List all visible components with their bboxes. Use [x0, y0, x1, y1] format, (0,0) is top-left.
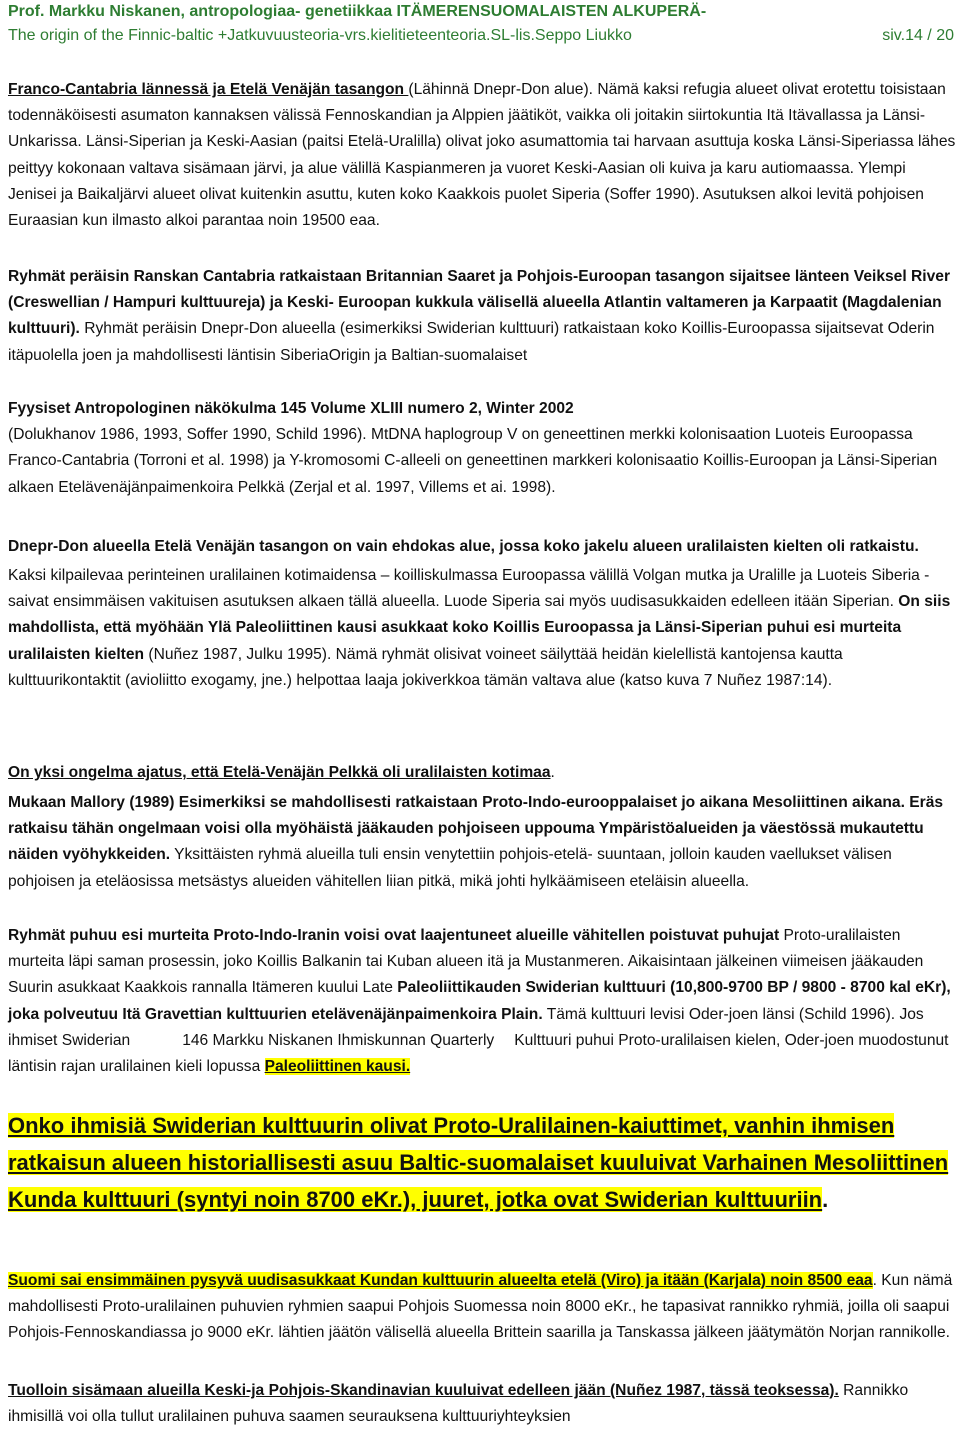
indo-iranian-text: Proto-uralilaisten murteita läpi saman prosessin, joko Koillis Balkanin tai Kuban alueen itä ja Mustanmeren. Aikaisintaan jälkeinen viimeisen jääkauden Suurin asukkaat Kaakkois rannalla Itämeren kuului Late [8, 927, 924, 997]
header-title: Prof. Markku Niskanen, antropologiaa- genetiikkaa ITÄMERENSUOMALAISTEN ALKUPERÄ- [8, 3, 707, 20]
dnepr-don-heading: Dnepr-Don alueella Etelä Venäjän tasangon on vain ehdokas alue, jossa koko jakelu alueen uralilaisten kielten oli ratkaistu. [8, 538, 919, 555]
paragraph-refugia [8, 77, 958, 234]
groups-bold: Ryhmät peräisin Ranskan Cantabria ratkaistaan Britannian Saaret ja Pohjois-Euroopan tasangon sijaitsee länteen Veiksel River (Creswellian / Hampuri kulttuureja) ja Keski- Euroopan kukkula välisellä alueella Atlantin valtameren ja Karpaatit (Magdalenian kulttuuri). [8, 268, 951, 338]
inland-bold: Tuolloin sisämaan alueilla Keski-ja Pohjois-Skandinavian kuuluivat edelleen jään (Nuñez 1987, tässä teoksessa). [8, 1382, 839, 1399]
problem-dot: . [550, 764, 555, 781]
inland-text: Rannikko ihmisillä voi olla tullut uralilainen puhuva saamen seurauksena kulttuuriyhteyksien [8, 1382, 909, 1426]
finland-text: . Kun nämä mahdollisesti Proto-uralilainen puhuvien ryhmien saapui Pohjois Suomessa noin 8000 eKr., he tapasivat rannikko ryhmiä, joilla oli saapui Pohjois-Fennoskandiassa jo 9000 eKr. lähtien jäätön välisellä alueella Brittein saarilla ja Tanskassa jälkeen jäätymätön Norjan rannikolle. [8, 1272, 953, 1342]
paragraph-finland [8, 1268, 958, 1347]
mallory-bold: Mukaan Mallory (1989) Esimerkiksi se mahdollisesti ratkaistaan Proto-Indo-eurooppalaiset jo aikana Mesoliittinen aikana. Eräs ratkaisu tähän ongelmaan voisi olla myöhäistä jääkauden pohjoiseen uppouma Ympäristöalueiden ja väestössä mukautettu näiden vyöhykkeiden. [8, 794, 944, 864]
paragraph-indo-iranian [8, 923, 958, 1080]
dnepr-don-bold: On siis mahdollista, että myöhään Ylä Paleoliittinen kausi asukkaat koko Koillis Euroopassa ja Länsi-Siperian puhui esi murteita uralilaisten kielten [8, 593, 951, 663]
finland-highlight: Suomi sai ensimmäinen pysyvä uudisasukkaat Kundan kulttuurin alueelta etelä (Viro) ja itään (Karjala) noin 8500 eaa [8, 1272, 873, 1289]
mallory-text: Yksittäisten ryhmä alueilla tuli ensin venytettiin pohjois-etelä- suuntaan, jolloin kauden vaellukset välisen pohjoisen ja eteläosissa metsästys alueiden vähitellen liian pitkä, mikä johti hylkäämiseen eteläisin alueella. [8, 846, 892, 890]
paragraph-dnepr-don [8, 531, 958, 694]
groups-text: Ryhmät peräisin Dnepr-Don alueella (esimerkiksi Swiderian kulttuuri) ratkaistaan koko Koillis-Euroopassa sijaitsevat Oderin itäpuolella joen ja mahdollisesti läntisin SiberiaOrigin ja Baltian-suomalaiset [8, 320, 935, 364]
header-subtitle [8, 26, 958, 46]
problem-heading: On yksi ongelma ajatus, että Etelä-Venäjän Pelkkä oli uralilaisten kotimaa [8, 764, 551, 781]
refugia-text: (Lähinnä Dnepr-Don alue). Nämä kaksi refugia alueet olivat erotettu toisistaan todennäköisesti asumaton kannaksen välissä Fennoskandian ja Alppien jäätiköt, vaikka oli joitakin siirtokuntia Itä Itävallassa ja Länsi-Unkarissa. Länsi-Siperian ja Keski-Aasian (paitsi Etelä-Uralilla) olivat joko asumattomia tai harvaan asuttuja koska Länsi-Siperiassa lähes peittyy kokonaan valtava sisämaan järvi, ja alue välillä Kaspianmeren ja vuoret Keski-Aasian oli kuiva ja karu autiomaassa. Ylempi Jenisei ja Baikaljärvi alueet olivat kuitenkin asuttu, kuten koko Kaakkois puolet Siperia (Soffer 1990). Asutuksen alkoi levitä pohjoisen Euraasian kun ilmasto alkoi parantaa noin 19500 eaa. [8, 81, 956, 230]
reference-text: (Dolukhanov 1986, 1993, Soffer 1990, Schild 1996). MtDNA haplogroup V on geneettinen merkki kolonisaation Luoteis Euroopassa Franco-Cantabria (Torroni et al. 1998) ja Y-kromosomi C-alleeli on geneettinen markkeri kolonisaatio Koillis-Euroopan ja Länsi-Siperian alkaen Etelävenäjänpaimenkoira Pelkkä (Zerjal et al. 1997, Villems et ai. 1998). [8, 426, 938, 496]
journal-footer: 146 Markku Niskanen Ihmiskunnan Quarterly [182, 1031, 495, 1049]
paleolithic-highlight: Paleoliittinen kausi. [264, 1058, 411, 1076]
paragraph-inland [8, 1378, 958, 1430]
dnepr-don-text-1: Kaksi kilpailevaa perinteinen uralilainen kotimaidensa – koilliskulmassa Euroopassa välillä Volgan mutka ja Uralille ja Luoteis Siberia - saivat ensimmäisen vakituisen asutuksen alkaen tällä alueella. Luode Siperia sai myös uudisasukkaiden edelleen itään Siperian. [8, 567, 930, 611]
page-number: siv.14 / 20 [882, 27, 954, 44]
paragraph-reference [8, 396, 958, 501]
paragraph-question [8, 1107, 958, 1218]
swiderian-text: Tämä kulttuuri levisi Oder-joen länsi (Schild 1996). Jos ihmiset Swiderian [8, 1005, 924, 1049]
header-origin: The origin of the Finnic-baltic +Jatkuvuusteoria-vrs.kielitieteenteoria.SL-lis.Seppo Liukko [8, 27, 632, 44]
question-highlight: Onko ihmisiä Swiderian kulttuurin olivat Proto-Uralilainen-kaiuttimet, vanhin ihmisen ratkaisun alueen historiallisesti asuu Baltic-suomalaiset kuuluivat Varhainen Mesoliittinen Kunda kulttuuri (syntyi noin 8700 eKr.), juuret, jotka ovat Swiderian kulttuuriin [8, 1113, 949, 1212]
paragraph-problem [8, 758, 958, 788]
refugia-heading: Franco-Cantabria lännessä ja Etelä Venäjän tasangon [8, 81, 409, 98]
paragraph-mallory [8, 790, 958, 895]
dnepr-don-text-2: (Nuñez 1987, Julku 1995). Nämä ryhmät olisivat voineet säilyttää heidän kielellistä kantojensa kautta kulttuurikontaktit (avioliitto exogamy, jne.) helpottaa laaja jokiverkkoa tämän valtava alue (katso kuva 7 Nuñez 1987:14). [8, 645, 843, 689]
reference-bold: Fyysiset Antropologinen näkökulma 145 Volume XLIII numero 2, Winter 2002 [8, 400, 574, 417]
swiderian-bold: Paleoliittikauden Swiderian kulttuuri (10,800-9700 BP / 9800 - 8700 kal eKr), joka polveutuu Itä Gravettian kulttuurien etelävenäjänpaimenkoira Plain. [8, 979, 951, 1023]
paragraph-groups [8, 264, 958, 369]
question-dot: . [822, 1187, 829, 1212]
swiderian-text-2: Kulttuuri puhui Proto-uralilaisen kielen, Oder-joen muodostunut läntisin rajan uralilainen kieli lopussa [8, 1031, 949, 1076]
indo-iranian-bold: Ryhmät puhuu esi murteita Proto-Indo-Iranin voisi ovat laajentuneet alueille vähitellen poistuvat puhujat [8, 927, 780, 944]
